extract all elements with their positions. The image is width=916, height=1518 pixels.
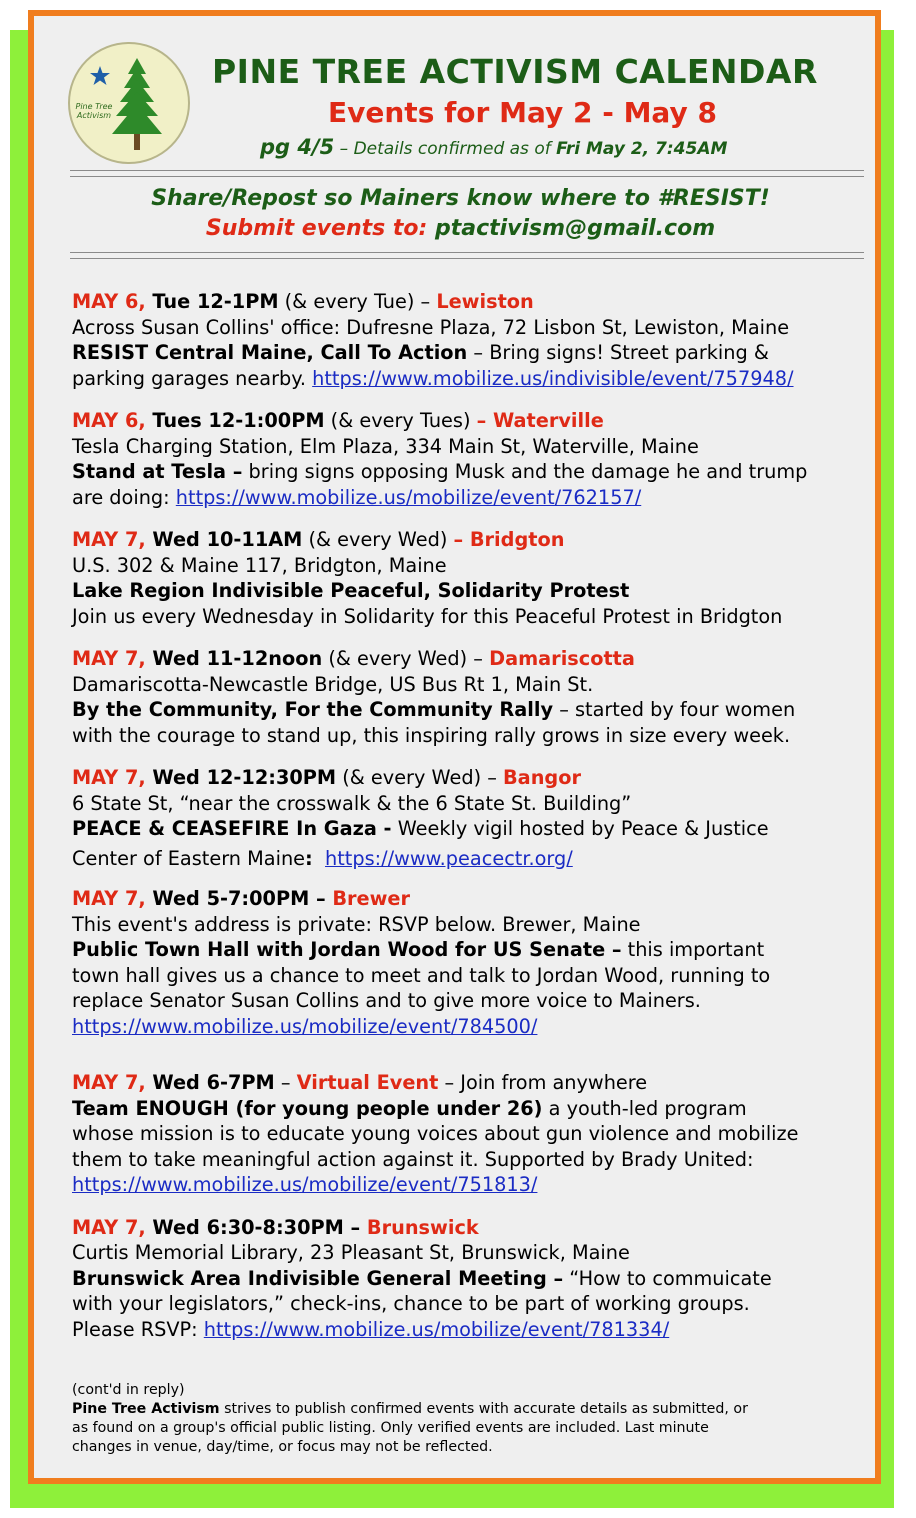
page-subtitle: Events for May 2 - May 8 — [328, 96, 717, 129]
event-address: U.S. 302 & Maine 117, Bridgton, Maine — [72, 553, 447, 577]
submit-line — [64, 216, 857, 241]
event-virtual — [72, 1070, 872, 1198]
event-name: RESIST Central Maine, Call To Action — [72, 341, 468, 364]
event-desc: – started by four women — [553, 698, 796, 721]
event-desc: Please RSVP: — [72, 1317, 204, 1341]
event-name: Lake Region Indivisible Peaceful, Solidarity Protest — [72, 579, 630, 602]
event-name: PEACE & CEASEFIRE In Gaza - — [72, 817, 392, 840]
event-address: Curtis Memorial Library, 23 Pleasant St, Brunswick, Maine — [72, 1241, 630, 1264]
logo-text: Pine Tree Activism — [75, 102, 113, 120]
page-info — [260, 135, 727, 159]
event-location: Brunswick — [360, 1215, 479, 1239]
event-location: Lewiston — [436, 290, 534, 313]
event-date: MAY 7, — [72, 647, 146, 670]
event-desc: Center of Eastern Maine — [72, 846, 306, 870]
event-time: Wed 6:30-8:30PM – — [145, 1215, 361, 1239]
event-location: Virtual Event — [296, 1071, 439, 1094]
event-bangor — [72, 765, 872, 871]
event-location: Bangor — [502, 766, 581, 789]
event-desc: a youth-led program — [542, 1096, 747, 1120]
event-location: – Waterville — [476, 409, 604, 432]
separator-top — [70, 170, 864, 177]
event-bridgton — [72, 527, 872, 629]
submit-prefix: Submit events to: — [205, 216, 435, 241]
event-link[interactable]: https://www.mobilize.us/mobilize/event/751813/ — [72, 1173, 538, 1196]
event-desc-colon: : — [305, 846, 313, 870]
pine-tree-logo — [68, 42, 190, 164]
footer-disclaimer: changes in venue, day/time, or focus may not be reflected. — [72, 1439, 493, 1455]
event-date: MAY 6, — [72, 290, 146, 313]
event-lewiston — [72, 289, 872, 391]
event-desc: parking garages nearby. — [72, 366, 313, 390]
event-desc: whose mission is to educate young voices about gun violence and mobilize — [72, 1122, 799, 1145]
event-name: Stand at Tesla – — [72, 460, 243, 483]
event-name: By the Community, For the Community Rally — [72, 698, 554, 721]
event-desc: Join us every Wednesday in Solidarity for this Peaceful Protest in Bridgton — [72, 604, 783, 628]
footer — [72, 1381, 872, 1457]
details-date: Fri May 2, 7:45AM — [556, 139, 728, 159]
event-name: Brunswick Area Indivisible General Meeting – — [72, 1266, 564, 1290]
event-desc: – Bring signs! Street parking & — [467, 341, 769, 364]
details-prefix: – Details confirmed as of — [334, 139, 557, 159]
event-time: Wed 10-11AM — [145, 528, 303, 551]
event-name: Public Town Hall with Jordan Wood for US Senate – — [72, 938, 622, 961]
continued-note: (cont'd in reply) — [72, 1382, 185, 1398]
event-date: MAY 7, — [72, 766, 146, 789]
event-date: MAY 7, — [72, 1071, 146, 1094]
event-desc: town hall gives us a chance to meet and talk to Jordan Wood, running to — [72, 963, 771, 987]
event-desc: with the courage to stand up, this inspiring rally grows in size every week. — [72, 723, 791, 747]
footer-disclaimer: as found on a group's official public listing. Only verified events are included. Last minute — [72, 1420, 709, 1436]
submit-email[interactable]: ptactivism@gmail.com — [434, 216, 716, 241]
share-line: Share/Repost so Mainers know where to #RESIST! — [151, 186, 770, 211]
event-list — [72, 289, 872, 1342]
event-desc: Weekly vigil hosted by Peace & Justice — [391, 817, 769, 840]
event-damariscotta — [72, 646, 872, 748]
event-after: – Join from anywhere — [438, 1071, 648, 1094]
event-location: Damariscotta — [489, 647, 635, 670]
footer-disclaimer: strives to publish confirmed events with accurate details as submitted, or — [219, 1401, 748, 1417]
event-brewer — [72, 886, 872, 1039]
event-desc: replace Senator Susan Collins and to give more voice to Mainers. — [72, 989, 701, 1012]
event-time: Wed 6-7PM — [145, 1071, 275, 1094]
event-time: Wed 12-12:30PM — [145, 766, 337, 789]
event-link[interactable]: https://www.peacectr.org/ — [325, 846, 573, 870]
event-link[interactable]: https://www.mobilize.us/mobilize/event/781334/ — [203, 1317, 670, 1341]
event-desc: with your legislators,” check-ins, chance to be part of working groups. — [72, 1292, 750, 1315]
event-link[interactable]: https://www.mobilize.us/indivisible/event/757948/ — [312, 366, 794, 390]
event-recurrence: (& every Tue) – — [278, 290, 437, 313]
footer-org: Pine Tree Activism — [72, 1401, 220, 1417]
event-recurrence: (& every Wed) — [302, 528, 454, 551]
event-link[interactable]: https://www.mobilize.us/mobilize/event/784500/ — [72, 1014, 538, 1038]
event-location: – Bridgton — [453, 528, 565, 551]
separator-bottom — [70, 252, 864, 259]
event-time: Wed 11-12noon — [145, 647, 323, 670]
page-title: PINE TREE ACTIVISM CALENDAR — [212, 52, 818, 91]
event-recurrence: – — [274, 1071, 297, 1094]
event-recurrence: (& every Tues) — [324, 409, 477, 432]
event-brunswick — [72, 1215, 872, 1343]
event-time: Tues 12-1:00PM — [145, 409, 325, 432]
event-date: MAY 6, — [72, 409, 146, 432]
event-address: Across Susan Collins' office: Dufresne Plaza, 72 Lisbon St, Lewiston, Maine — [72, 315, 790, 339]
event-time: Tue 12-1PM — [145, 290, 279, 313]
event-desc: bring signs opposing Musk and the damage he and trump — [242, 460, 808, 483]
event-address: This event's address is private: RSVP below. Brewer, Maine — [72, 912, 641, 936]
event-recurrence: (& every Wed) – — [322, 647, 490, 670]
event-name: Team ENOUGH (for young people under 26) — [72, 1096, 543, 1120]
event-address: 6 State St, “near the crosswalk & the 6 State St. Building” — [72, 791, 632, 815]
calendar-card — [28, 10, 881, 1484]
page-number: pg 4/5 — [260, 135, 335, 159]
event-date: MAY 7, — [72, 887, 146, 910]
event-address: Damariscotta-Newcastle Bridge, US Bus Rt 1, Main St. — [72, 672, 594, 696]
event-time: Wed 5-7:00PM – — [145, 887, 326, 910]
event-address: Tesla Charging Station, Elm Plaza, 334 Main St, Waterville, Maine — [72, 434, 699, 458]
event-recurrence: (& every Wed) – — [336, 766, 503, 789]
event-date: MAY 7, — [72, 1215, 146, 1239]
event-desc: are doing: — [72, 485, 176, 509]
event-desc: this important — [621, 938, 765, 961]
event-desc: “How to commuicate — [563, 1266, 772, 1290]
event-desc: them to take meaningful action against it. Supported by Brady United: — [72, 1147, 754, 1171]
event-link[interactable]: https://www.mobilize.us/mobilize/event/762157/ — [175, 485, 642, 509]
event-date: MAY 7, — [72, 528, 146, 551]
event-waterville — [72, 408, 872, 510]
event-location: Brewer — [325, 887, 411, 910]
